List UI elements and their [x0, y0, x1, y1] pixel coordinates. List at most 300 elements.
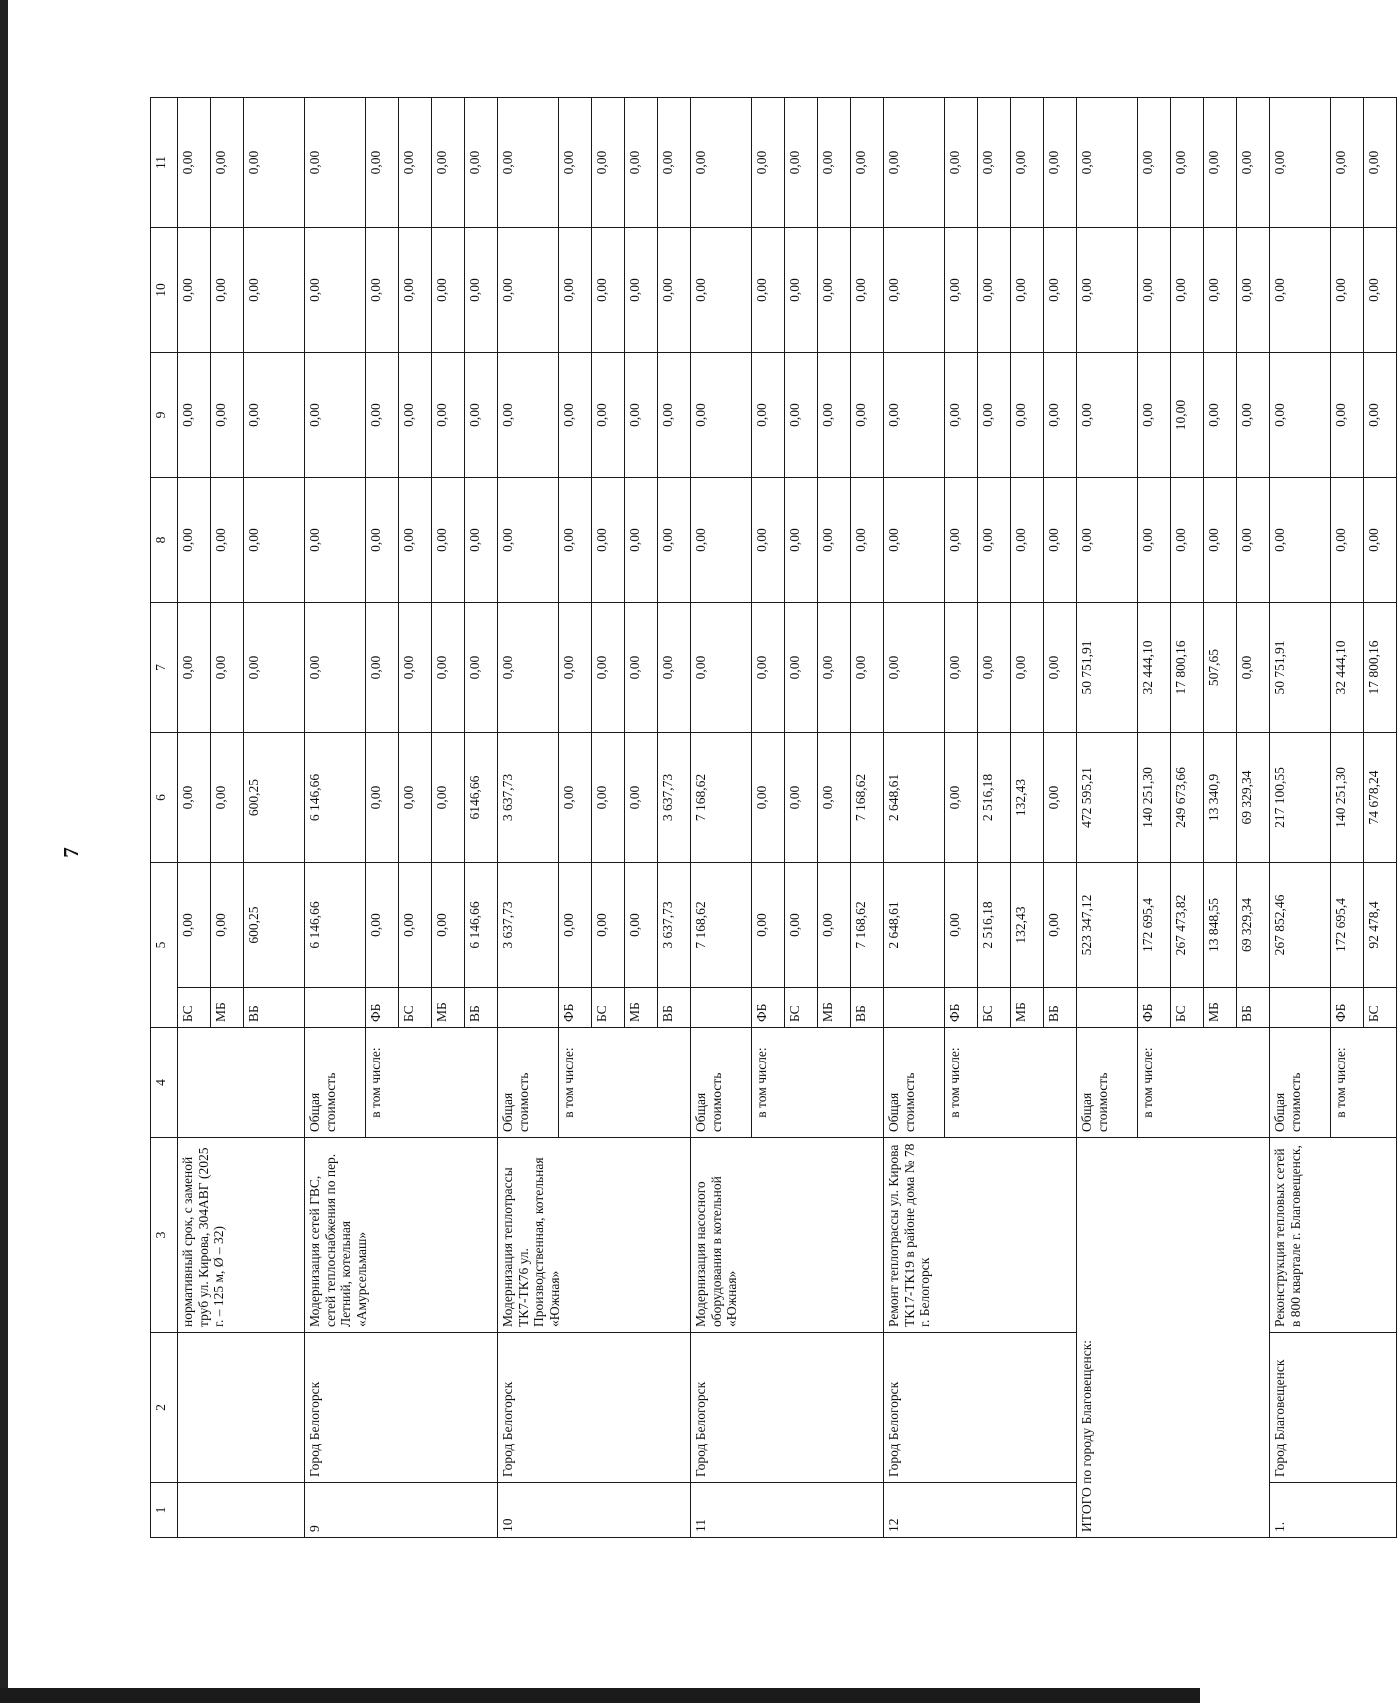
- blank-cell: [498, 988, 559, 1028]
- fund-code: ФБ: [1138, 988, 1171, 1028]
- value-cell: 0,00: [978, 98, 1011, 228]
- value-cell: 0,00: [625, 353, 658, 478]
- value-cell: 0,00: [945, 98, 978, 228]
- value-cell: 0,00: [1044, 98, 1077, 228]
- value-cell: 132,43: [1011, 733, 1044, 863]
- table-row: [498, 98, 559, 1538]
- table-row: [178, 98, 211, 1538]
- value-cell: 0,00: [1204, 353, 1237, 478]
- value-cell: 7 168,62: [851, 733, 884, 863]
- value-cell: 0,00: [399, 863, 432, 988]
- city-name: Город Белогорск: [691, 1333, 884, 1483]
- value-cell: 0,00: [465, 603, 498, 733]
- value-cell: 0,00: [1270, 478, 1331, 603]
- col-header: 5: [151, 863, 178, 1028]
- value-cell: 0,00: [244, 98, 305, 228]
- fund-code: ФБ: [1331, 988, 1364, 1028]
- value-cell: 0,00: [211, 733, 244, 863]
- value-cell: 0,00: [884, 353, 945, 478]
- col-header: 2: [151, 1333, 178, 1483]
- blank-cell: [305, 988, 366, 1028]
- value-cell: 0,00: [178, 863, 211, 988]
- value-cell: 0,00: [884, 98, 945, 228]
- value-cell: 13 340,9: [1204, 733, 1237, 863]
- value-cell: 0,00: [399, 98, 432, 228]
- fund-code: БС: [399, 988, 432, 1028]
- value-cell: 32 444,10: [1138, 603, 1171, 733]
- scan-edge: [0, 0, 8, 1703]
- value-cell: 0,00: [691, 228, 752, 353]
- value-cell: 0,00: [1331, 353, 1364, 478]
- value-cell: 0,00: [432, 478, 465, 603]
- value-cell: 0,00: [1077, 478, 1138, 603]
- fund-code: ВБ: [1237, 988, 1270, 1028]
- value-cell: 7 168,62: [851, 863, 884, 988]
- table-row: [884, 98, 945, 1538]
- value-cell: 0,00: [691, 353, 752, 478]
- value-cell: 0,00: [818, 98, 851, 228]
- value-cell: 0,00: [1044, 733, 1077, 863]
- project-description: нормативный срок, с заменой труб ул. Кирова, 304ABГ (2025 г. – 125 м, Ø – 32): [178, 1138, 305, 1333]
- value-cell: 0,00: [945, 733, 978, 863]
- value-cell: 0,00: [785, 863, 818, 988]
- value-cell: 0,00: [366, 478, 399, 603]
- including-label: в том числе:: [366, 1028, 498, 1138]
- value-cell: 0,00: [432, 863, 465, 988]
- value-cell: 0,00: [399, 353, 432, 478]
- value-cell: 7 168,62: [691, 863, 752, 988]
- value-cell: 0,00: [244, 228, 305, 353]
- value-cell: 0,00: [658, 228, 691, 353]
- including-label: в том числе:: [1138, 1028, 1270, 1138]
- value-cell: 0,00: [752, 478, 785, 603]
- value-cell: 0,00: [1011, 603, 1044, 733]
- value-cell: 0,00: [658, 98, 691, 228]
- scan-bottom-edge: [0, 1688, 1200, 1703]
- value-cell: 0,00: [1204, 228, 1237, 353]
- value-cell: 0,00: [305, 603, 366, 733]
- value-cell: 0,00: [211, 603, 244, 733]
- total-label: ИТОГО по городу Благовещенск:: [1077, 1138, 1270, 1538]
- value-cell: 0,00: [658, 478, 691, 603]
- value-cell: 0,00: [366, 353, 399, 478]
- value-cell: 0,00: [432, 228, 465, 353]
- project-description: Модернизация сетей ГВС, сетей теплоснабжения по пер. Летний, котельная «Амурсельмаш»: [305, 1138, 498, 1333]
- value-cell: 0,00: [366, 733, 399, 863]
- value-cell: 0,00: [211, 863, 244, 988]
- value-cell: 0,00: [305, 98, 366, 228]
- table-row: [1077, 98, 1138, 1538]
- value-cell: 0,00: [945, 603, 978, 733]
- city-name: Город Белогорск: [498, 1333, 691, 1483]
- value-cell: 0,00: [1044, 228, 1077, 353]
- value-cell: 69 329,34: [1237, 863, 1270, 988]
- total-cost-label: Общая стоимость: [884, 1028, 945, 1138]
- col-header: 3: [151, 1138, 178, 1333]
- blank-cell: [178, 1333, 305, 1483]
- total-cost-label: Общая стоимость: [1270, 1028, 1331, 1138]
- fund-code: МБ: [818, 988, 851, 1028]
- value-cell: 0,00: [559, 863, 592, 988]
- value-cell: 0,00: [559, 98, 592, 228]
- value-cell: 0,00: [1077, 228, 1138, 353]
- value-cell: 0,00: [1044, 863, 1077, 988]
- project-description: Модернизация насосного оборудования в котельной «Южная»: [691, 1138, 884, 1333]
- value-cell: 0,00: [978, 353, 1011, 478]
- value-cell: 0,00: [305, 478, 366, 603]
- value-cell: 0,00: [625, 228, 658, 353]
- value-cell: 0,00: [691, 478, 752, 603]
- fund-code: ВБ: [851, 988, 884, 1028]
- value-cell: 3 637,73: [658, 733, 691, 863]
- col-header: 6: [151, 733, 178, 863]
- value-cell: 2 516,18: [978, 733, 1011, 863]
- including-label: в том числе:: [752, 1028, 884, 1138]
- city-name: Город Белогорск: [305, 1333, 498, 1483]
- value-cell: 3 637,73: [658, 863, 691, 988]
- value-cell: 0,00: [978, 478, 1011, 603]
- value-cell: 0,00: [625, 603, 658, 733]
- fund-code: ФБ: [752, 988, 785, 1028]
- value-cell: 0,00: [1331, 228, 1364, 353]
- value-cell: 0,00: [1364, 98, 1397, 228]
- value-cell: 0,00: [498, 353, 559, 478]
- value-cell: 0,00: [366, 603, 399, 733]
- value-cell: 172 695,4: [1331, 863, 1364, 988]
- value-cell: 0,00: [818, 228, 851, 353]
- header-row: [151, 98, 178, 1538]
- value-cell: 0,00: [178, 353, 211, 478]
- fund-code: БС: [178, 988, 211, 1028]
- value-cell: 0,00: [1204, 98, 1237, 228]
- value-cell: 32 444,10: [1331, 603, 1364, 733]
- value-cell: 17 800,16: [1171, 603, 1204, 733]
- col-header: 8: [151, 478, 178, 603]
- value-cell: 0,00: [1364, 353, 1397, 478]
- value-cell: 0,00: [399, 603, 432, 733]
- value-cell: 0,00: [945, 863, 978, 988]
- fund-code: МБ: [432, 988, 465, 1028]
- value-cell: 0,00: [399, 733, 432, 863]
- value-cell: 2 648,61: [884, 733, 945, 863]
- value-cell: 69 329,34: [1237, 733, 1270, 863]
- row-number: 12: [884, 1483, 1077, 1538]
- table-body: [151, 98, 1397, 1538]
- city-name: Город Белогорск: [884, 1333, 1077, 1483]
- value-cell: 0,00: [785, 733, 818, 863]
- value-cell: 217 100,55: [1270, 733, 1331, 863]
- value-cell: 0,00: [818, 353, 851, 478]
- value-cell: 600,25: [244, 733, 305, 863]
- value-cell: 0,00: [884, 478, 945, 603]
- value-cell: 0,00: [366, 863, 399, 988]
- rotated-table-stage: [150, 98, 1381, 1538]
- including-label: в том числе:: [559, 1028, 691, 1138]
- value-cell: 0,00: [178, 603, 211, 733]
- value-cell: 0,00: [498, 228, 559, 353]
- value-cell: 0,00: [1044, 603, 1077, 733]
- value-cell: 0,00: [465, 98, 498, 228]
- value-cell: 0,00: [211, 478, 244, 603]
- value-cell: 0,00: [178, 478, 211, 603]
- value-cell: 0,00: [1138, 478, 1171, 603]
- col-header: 1: [151, 1483, 178, 1538]
- value-cell: 0,00: [366, 228, 399, 353]
- value-cell: 6 146,66: [465, 863, 498, 988]
- value-cell: 0,00: [211, 353, 244, 478]
- value-cell: 0,00: [625, 478, 658, 603]
- value-cell: 0,00: [592, 733, 625, 863]
- value-cell: 7 168,62: [691, 733, 752, 863]
- value-cell: 0,00: [1011, 98, 1044, 228]
- value-cell: 0,00: [752, 353, 785, 478]
- value-cell: 0,00: [305, 353, 366, 478]
- value-cell: 0,00: [1138, 353, 1171, 478]
- fund-code: БС: [1171, 988, 1204, 1028]
- value-cell: 0,00: [244, 603, 305, 733]
- funding-table: [150, 97, 1397, 1538]
- value-cell: 0,00: [366, 98, 399, 228]
- value-cell: 507,65: [1204, 603, 1237, 733]
- blank-cell: [178, 1028, 305, 1138]
- value-cell: 0,00: [305, 228, 366, 353]
- fund-code: МБ: [625, 988, 658, 1028]
- value-cell: 249 673,66: [1171, 733, 1204, 863]
- value-cell: 0,00: [818, 733, 851, 863]
- value-cell: 0,00: [752, 863, 785, 988]
- value-cell: 0,00: [559, 353, 592, 478]
- value-cell: 0,00: [691, 98, 752, 228]
- value-cell: 0,00: [592, 228, 625, 353]
- row-number: 10: [498, 1483, 691, 1538]
- col-header: 10: [151, 228, 178, 353]
- value-cell: 0,00: [559, 603, 592, 733]
- row-number: 9: [305, 1483, 498, 1538]
- value-cell: 0,00: [691, 603, 752, 733]
- fund-code: МБ: [211, 988, 244, 1028]
- value-cell: 0,00: [1331, 478, 1364, 603]
- value-cell: 0,00: [625, 863, 658, 988]
- value-cell: 3 637,73: [498, 733, 559, 863]
- value-cell: 6 146,66: [305, 733, 366, 863]
- value-cell: 472 595,21: [1077, 733, 1138, 863]
- value-cell: 0,00: [851, 478, 884, 603]
- fund-code: БС: [978, 988, 1011, 1028]
- value-cell: 0,00: [978, 228, 1011, 353]
- value-cell: 0,00: [818, 478, 851, 603]
- value-cell: 0,00: [399, 228, 432, 353]
- value-cell: 0,00: [1237, 98, 1270, 228]
- value-cell: 2 648,61: [884, 863, 945, 988]
- blank-cell: [1270, 988, 1331, 1028]
- value-cell: 0,00: [592, 98, 625, 228]
- value-cell: 0,00: [851, 228, 884, 353]
- value-cell: 0,00: [432, 98, 465, 228]
- value-cell: 0,00: [211, 98, 244, 228]
- value-cell: 0,00: [1011, 478, 1044, 603]
- value-cell: 0,00: [1270, 98, 1331, 228]
- value-cell: 2 516,18: [978, 863, 1011, 988]
- value-cell: 0,00: [244, 478, 305, 603]
- value-cell: 0,00: [1138, 228, 1171, 353]
- value-cell: 0,00: [1237, 353, 1270, 478]
- table-row: [691, 98, 752, 1538]
- col-header: 7: [151, 603, 178, 733]
- value-cell: 74 678,24: [1364, 733, 1397, 863]
- value-cell: 0,00: [945, 353, 978, 478]
- value-cell: 0,00: [884, 603, 945, 733]
- value-cell: 0,00: [244, 353, 305, 478]
- value-cell: 50 751,91: [1077, 603, 1138, 733]
- value-cell: 0,00: [785, 98, 818, 228]
- fund-code: МБ: [1204, 988, 1237, 1028]
- value-cell: 0,00: [498, 478, 559, 603]
- value-cell: 267 852,46: [1270, 863, 1331, 988]
- value-cell: 0,00: [178, 98, 211, 228]
- value-cell: 6146,66: [465, 733, 498, 863]
- row-number: 1.: [1270, 1483, 1397, 1538]
- table-row: [305, 98, 366, 1538]
- value-cell: 6 146,66: [305, 863, 366, 988]
- fund-code: ФБ: [559, 988, 592, 1028]
- value-cell: 0,00: [1331, 98, 1364, 228]
- fund-code: БС: [1364, 988, 1397, 1028]
- value-cell: 0,00: [465, 228, 498, 353]
- value-cell: 0,00: [752, 733, 785, 863]
- value-cell: 0,00: [559, 228, 592, 353]
- fund-code: ВБ: [465, 988, 498, 1028]
- fund-code: ВБ: [1044, 988, 1077, 1028]
- value-cell: 0,00: [1171, 478, 1204, 603]
- value-cell: 0,00: [752, 228, 785, 353]
- value-cell: 0,00: [465, 353, 498, 478]
- fund-code: ФБ: [366, 988, 399, 1028]
- value-cell: 0,00: [851, 98, 884, 228]
- value-cell: 0,00: [592, 603, 625, 733]
- value-cell: 0,00: [1237, 228, 1270, 353]
- value-cell: 0,00: [592, 353, 625, 478]
- value-cell: 0,00: [752, 603, 785, 733]
- value-cell: 132,43: [1011, 863, 1044, 988]
- value-cell: 0,00: [1364, 478, 1397, 603]
- value-cell: 0,00: [625, 98, 658, 228]
- value-cell: 0,00: [1237, 603, 1270, 733]
- value-cell: 0,00: [1077, 353, 1138, 478]
- total-cost-label: Общая стоимость: [498, 1028, 559, 1138]
- value-cell: 0,00: [432, 733, 465, 863]
- value-cell: 0,00: [1237, 478, 1270, 603]
- page-number: 7: [58, 847, 83, 858]
- value-cell: 0,00: [785, 603, 818, 733]
- value-cell: 92 478,4: [1364, 863, 1397, 988]
- value-cell: 0,00: [785, 228, 818, 353]
- project-description: Реконструкция тепловых сетей в 800 квартале г. Благовещенск,: [1270, 1138, 1397, 1333]
- total-cost-label: Общая стоимость: [305, 1028, 366, 1138]
- value-cell: 10,00: [1171, 353, 1204, 478]
- value-cell: 0,00: [1204, 478, 1237, 603]
- value-cell: 0,00: [178, 228, 211, 353]
- value-cell: 0,00: [785, 478, 818, 603]
- value-cell: 0,00: [851, 353, 884, 478]
- project-description: Модернизация теплотрассы ТК7-ТК76 ул. Производственная, котельная «Южная»: [498, 1138, 691, 1333]
- value-cell: 0,00: [658, 603, 691, 733]
- value-cell: 0,00: [1011, 228, 1044, 353]
- value-cell: 0,00: [399, 478, 432, 603]
- fund-code: БС: [592, 988, 625, 1028]
- value-cell: 267 473,82: [1171, 863, 1204, 988]
- value-cell: 3 637,73: [498, 863, 559, 988]
- value-cell: 172 695,4: [1138, 863, 1171, 988]
- value-cell: 0,00: [592, 863, 625, 988]
- blank-cell: [884, 988, 945, 1028]
- value-cell: 0,00: [1077, 98, 1138, 228]
- project-description: Ремонт теплотрассы ул. Кирова ТК17-ТК19 в районе дома № 78 г. Белогорск: [884, 1138, 1077, 1333]
- value-cell: 0,00: [1171, 98, 1204, 228]
- col-header: 4: [151, 1028, 178, 1138]
- total-cost-label: Общая стоимость: [1077, 1028, 1138, 1138]
- table-row: [1270, 98, 1331, 1538]
- value-cell: 0,00: [1044, 353, 1077, 478]
- value-cell: 523 347,12: [1077, 863, 1138, 988]
- blank-cell: [1077, 988, 1138, 1028]
- value-cell: 0,00: [432, 603, 465, 733]
- value-cell: 0,00: [432, 353, 465, 478]
- value-cell: 0,00: [498, 98, 559, 228]
- value-cell: 0,00: [752, 98, 785, 228]
- value-cell: 0,00: [851, 603, 884, 733]
- value-cell: 0,00: [658, 353, 691, 478]
- value-cell: 50 751,91: [1270, 603, 1331, 733]
- value-cell: 0,00: [884, 228, 945, 353]
- value-cell: 0,00: [498, 603, 559, 733]
- value-cell: 0,00: [465, 478, 498, 603]
- value-cell: 140 251,30: [1331, 733, 1364, 863]
- total-cost-label: Общая стоимость: [691, 1028, 752, 1138]
- value-cell: 0,00: [945, 478, 978, 603]
- value-cell: 0,00: [1044, 478, 1077, 603]
- value-cell: 0,00: [1270, 353, 1331, 478]
- value-cell: 140 251,30: [1138, 733, 1171, 863]
- including-label: в том числе:: [1331, 1028, 1397, 1138]
- value-cell: 0,00: [1011, 353, 1044, 478]
- fund-code: БС: [785, 988, 818, 1028]
- value-cell: 0,00: [178, 733, 211, 863]
- value-cell: 0,00: [818, 603, 851, 733]
- fund-code: МБ: [1011, 988, 1044, 1028]
- value-cell: 13 848,55: [1204, 863, 1237, 988]
- value-cell: 0,00: [559, 733, 592, 863]
- value-cell: 0,00: [1270, 228, 1331, 353]
- value-cell: 0,00: [592, 478, 625, 603]
- value-cell: 0,00: [945, 228, 978, 353]
- value-cell: 0,00: [625, 733, 658, 863]
- value-cell: 17 800,16: [1364, 603, 1397, 733]
- value-cell: 0,00: [211, 228, 244, 353]
- blank-cell: [178, 1483, 305, 1538]
- blank-cell: [691, 988, 752, 1028]
- fund-code: ФБ: [945, 988, 978, 1028]
- including-label: в том числе:: [945, 1028, 1077, 1138]
- col-header: 9: [151, 353, 178, 478]
- value-cell: 0,00: [785, 353, 818, 478]
- value-cell: 0,00: [978, 603, 1011, 733]
- col-header: 11: [151, 98, 178, 228]
- value-cell: 0,00: [1364, 228, 1397, 353]
- value-cell: 0,00: [559, 478, 592, 603]
- row-number: 11: [691, 1483, 884, 1538]
- fund-code: ВБ: [658, 988, 691, 1028]
- value-cell: 0,00: [1171, 228, 1204, 353]
